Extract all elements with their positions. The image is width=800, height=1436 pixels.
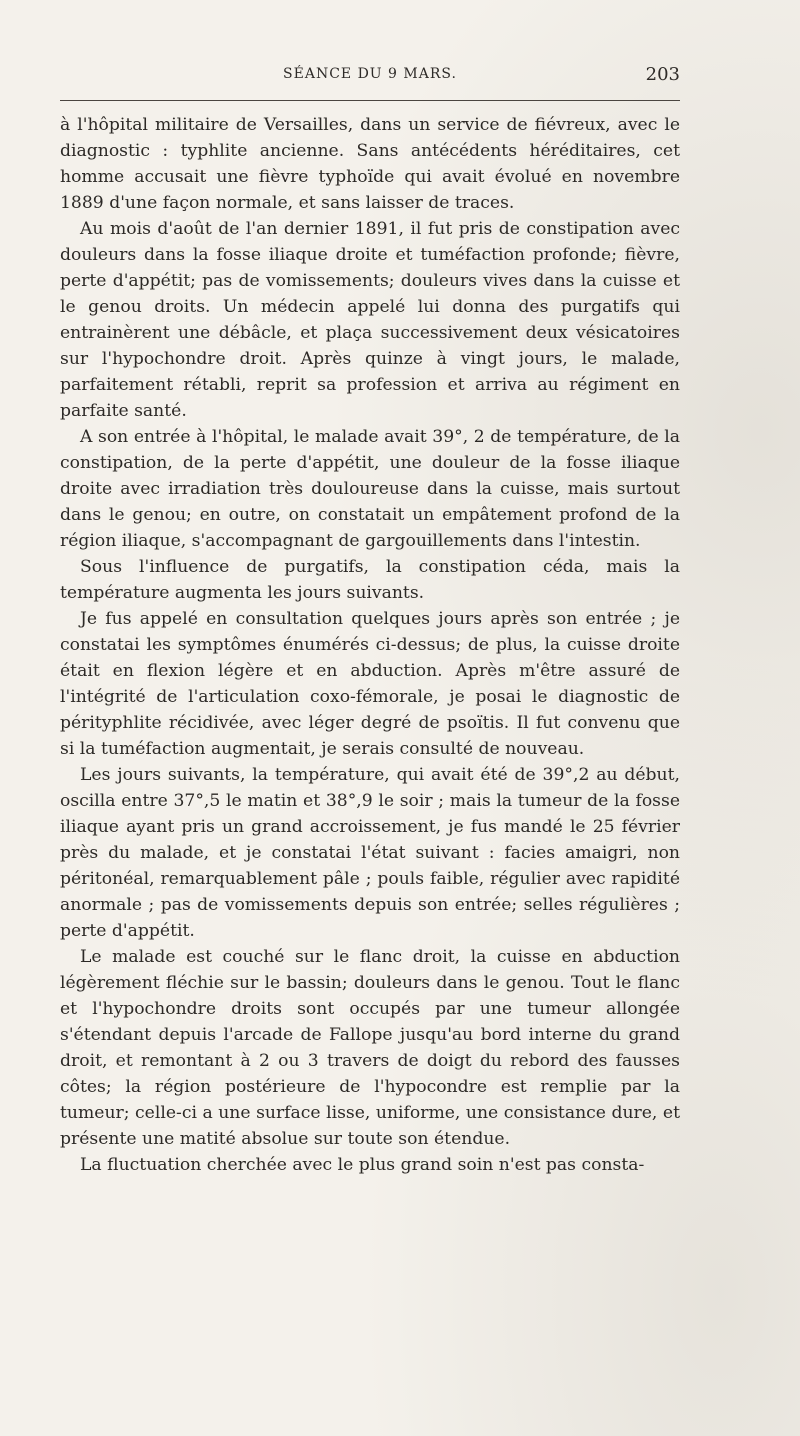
- header-rule: [60, 100, 680, 101]
- paragraph: Le malade est couché sur le flanc droit, la cuisse en abduction légèrement fléchie sur le bassin; douleurs dans le genou. Tout le flanc et l'hypochondre droits sont occupés par une tumeur allongée s'étendant depuis l'arcade de Fallope jusqu'au bord interne du grand droit, et remontant à 2 ou 3 travers de doigt du rebord des fausses côtes; la région postérieure de l'hypocondre est remplie par la tumeur; celle-ci a une surface lisse, uniforme, une consistance dure, et présente une matité absolue sur toute son étendue.: [60, 947, 680, 1149]
- body-text: [60, 112, 680, 1178]
- paragraph: Au mois d'août de l'an dernier 1891, il fut pris de constipation avec douleurs dans la fosse iliaque droite et tuméfaction profonde; fièvre, perte d'appétit; pas de vomissements; douleurs vives dans la cuisse et le genou droits. Un médecin appelé lui donna des purgatifs qui entrainèrent une débâcle, et plaça successivement deux vésicatoires sur l'hypochondre droit. Après quinze à vingt jours, le malade, parfaitement rétabli, reprit sa profession et arriva au régiment en parfaite santé.: [60, 219, 680, 421]
- page-header: [60, 64, 680, 92]
- paragraph: Les jours suivants, la température, qui avait été de 39°,2 au début, oscilla entre 37°,5 le matin et 38°,9 le soir ; mais la tumeur de la fosse iliaque ayant pris un grand accroissement, je fus mandé le 25 février près du malade, et je constatai l'état suivant : facies amaigri, non péritonéal, remarquablement pâle ; pouls faible, régulier avec rapidité anormale ; pas de vomissements depuis son entrée; selles régulières ; perte d'appétit.: [60, 765, 680, 941]
- page-number: 203: [645, 64, 680, 85]
- running-head: SÉANCE DU 9 MARS.: [283, 66, 457, 82]
- paragraph-continued: à l'hôpital militaire de Versailles, dans un service de fiévreux, avec le diagnostic : typhlite ancienne. Sans antécédents héréditaires, cet homme accusait une fièvre typhoïde qui avait évolué en novembre 1889 d'une façon normale, et sans laisser de traces.: [60, 115, 680, 213]
- paragraph: Je fus appelé en consultation quelques jours après son entrée ; je constatai les symptômes énumérés ci-dessus; de plus, la cuisse droite était en flexion légère et en abduction. Après m'être assuré de l'intégrité de l'articulation coxo-fémorale, je posai le diagnostic de pérityphlite récidivée, avec léger degré de psoïtis. Il fut convenu que si la tuméfaction augmentait, je serais consulté de nouveau.: [60, 609, 680, 759]
- paragraph: Sous l'influence de purgatifs, la constipation céda, mais la température augmenta les jours suivants.: [60, 557, 680, 603]
- paragraph-last: La fluctuation cherchée avec le plus grand soin n'est pas consta-: [80, 1155, 645, 1175]
- paragraph: A son entrée à l'hôpital, le malade avait 39°, 2 de température, de la constipation, de la perte d'appétit, une douleur de la fosse iliaque droite avec irradiation très douloureuse dans la cuisse, mais surtout dans le genou; en outre, on constatait un empâtement profond de la région iliaque, s'accompagnant de gargouillements dans l'intestin.: [60, 427, 680, 551]
